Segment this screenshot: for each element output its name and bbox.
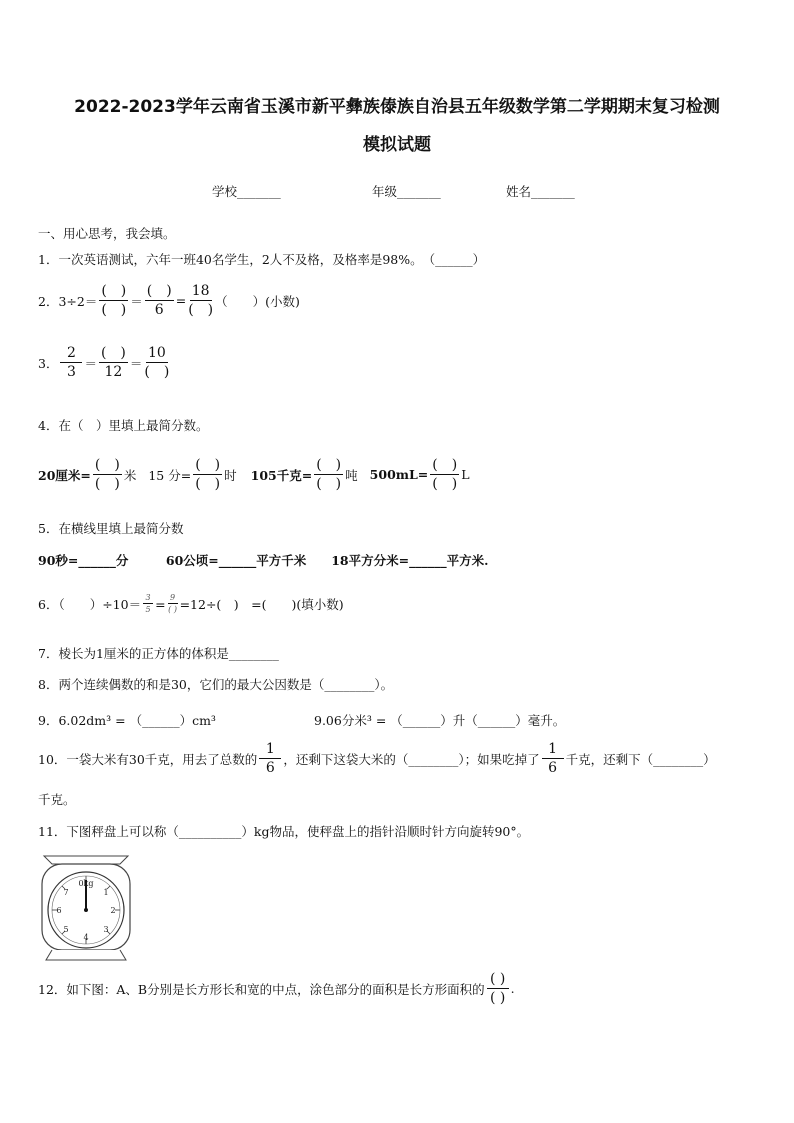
question-10-end: 千克。 — [38, 792, 76, 807]
q4-item4-label: 500mL= — [369, 467, 429, 482]
q3-equals-1: ＝ — [84, 355, 97, 371]
q3-f3-denominator[interactable]: ( ) — [144, 364, 170, 380]
scale-label-zero: 0kg — [78, 879, 94, 888]
q2-prefix: 2．3÷2＝ — [38, 293, 98, 309]
q2-fraction-1 — [99, 284, 128, 317]
question-12 — [38, 972, 515, 1005]
q6-equals: = — [155, 596, 166, 612]
page-subtitle: 模拟试题 — [363, 135, 431, 155]
section-heading: 一、用心思考，我会填。 — [38, 226, 176, 241]
q4-i2-numerator[interactable]: ( ) — [195, 457, 221, 473]
q4-i1-numerator[interactable]: ( ) — [94, 457, 120, 473]
question-4: 4．在（ ）里填上最简分数。 — [38, 418, 209, 433]
scale-label-1: 1 — [103, 888, 109, 897]
q4-item4-unit: L — [461, 467, 470, 482]
name-field[interactable]: 姓名_______ — [506, 184, 575, 199]
q3-prefix: 3． — [38, 355, 59, 371]
q4-i2-denominator[interactable]: ( ) — [195, 476, 221, 492]
q10-part3: 千克，还剩下（________） — [565, 751, 716, 767]
scale-label-2: 2 — [110, 906, 116, 915]
q4-item1-unit: 米 — [123, 467, 137, 483]
q4-item2-fraction — [193, 458, 222, 491]
q2-f1-numerator[interactable]: ( ) — [101, 283, 127, 299]
q3-f1-denominator: 3 — [66, 364, 76, 380]
q12-numerator[interactable]: ( ) — [487, 972, 509, 989]
q4-i4-numerator[interactable]: ( ) — [432, 457, 458, 473]
q2-f3-numerator: 18 — [190, 284, 212, 301]
question-5-line: 90秒=______分 60公顷=______平方千米 18平方分米=______平方米. — [38, 553, 489, 568]
q6-f2-numerator: 9 — [168, 594, 178, 604]
q10-f1-numerator: 1 — [259, 742, 281, 759]
scale-figure — [36, 852, 136, 964]
q12-text: 12．如下图：A、B分别是长方形长和宽的中点，涂色部分的面积是长方形面积的 — [38, 981, 485, 997]
page-title: 2022-2023学年云南省玉溪市新平彝族傣族自治县五年级数学第二学期期末复习检测 — [74, 97, 720, 117]
q10-part1: 10．一袋大米有30千克，用去了总数的 — [38, 751, 258, 767]
q3-fraction-1 — [60, 346, 82, 379]
question-1: 1．一次英语测试，六年一班40名学生，2人不及格，及格率是98%。 （______） — [38, 252, 486, 267]
q6-fraction-2 — [168, 594, 178, 614]
q3-f2-denominator: 12 — [104, 364, 123, 380]
question-3 — [38, 346, 171, 379]
q12-denominator[interactable]: ( ) — [489, 990, 506, 1006]
q3-f2-numerator[interactable]: ( ) — [100, 345, 126, 361]
q4-item3-unit: 吨 — [345, 467, 358, 483]
grade-field[interactable]: 年级_______ — [372, 184, 441, 199]
q2-fraction-2 — [145, 284, 174, 317]
q4-i4-denominator[interactable]: ( ) — [432, 476, 458, 492]
q3-fraction-3 — [144, 346, 169, 379]
question-4-items — [38, 458, 470, 491]
q10-f2-numerator: 1 — [542, 742, 564, 759]
question-7: 7．棱长为1厘米的正方体的体积是________ — [38, 646, 279, 661]
scale-label-3: 3 — [103, 925, 109, 934]
q4-item3-fraction — [314, 458, 343, 491]
q2-f1-denominator[interactable]: ( ) — [101, 302, 127, 318]
scale-label-6: 6 — [56, 906, 62, 915]
q3-equals-2: ＝ — [129, 355, 143, 371]
q2-f2-denominator: 6 — [154, 302, 164, 318]
question-2 — [38, 284, 300, 317]
q10-fraction-2 — [542, 742, 564, 775]
q12-fraction — [487, 972, 509, 1005]
q2-equals-1: ＝ — [130, 293, 143, 309]
q3-f3-numerator: 10 — [146, 346, 168, 363]
question-9-right: 9.06分米³ = （______）升（______）毫升。 — [314, 713, 566, 728]
q4-item1-fraction — [93, 458, 122, 491]
question-9-left: 9．6.02dm³ = （______）cm³ — [38, 713, 216, 728]
scale-label-4: 4 — [83, 933, 89, 942]
question-10 — [38, 742, 716, 775]
q12-end: . — [510, 981, 515, 996]
q6-fraction-1 — [143, 594, 153, 614]
q2-fraction-3 — [188, 284, 213, 317]
question-8: 8．两个连续偶数的和是30，它们的最大公因数是（________）。 — [38, 677, 394, 692]
q4-item2-label: 15 分= — [148, 467, 192, 483]
q4-item1-label: 20厘米= — [38, 467, 91, 483]
q3-f1-numerator: 2 — [60, 346, 82, 363]
q6-suffix: =12÷( ) =( )(填小数) — [179, 597, 344, 612]
q6-prefix: 6．（ ）÷10＝ — [38, 597, 142, 612]
scale-label-5: 5 — [63, 925, 69, 934]
q2-f3-denominator[interactable]: ( ) — [188, 302, 214, 318]
q6-f1-numerator: 3 — [143, 594, 153, 604]
question-11: 11．下图秤盘上可以称（__________）kg物品，使秤盘上的指针沿顺时针方向旋转90°。 — [38, 824, 530, 839]
q4-item2-unit: 时 — [224, 467, 237, 483]
q4-i3-numerator[interactable]: ( ) — [316, 457, 342, 473]
question-5: 5．在横线里填上最简分数 — [38, 521, 184, 536]
q2-suffix: （ ）(小数) — [215, 293, 300, 309]
q6-f2-denominator[interactable]: ( ) — [168, 605, 177, 614]
q4-item3-label: 105千克= — [250, 467, 313, 483]
q10-f2-denominator: 6 — [548, 760, 558, 776]
school-field[interactable]: 学校_______ — [212, 184, 281, 199]
scale-label-7: 7 — [63, 888, 69, 897]
q2-f2-numerator[interactable]: ( ) — [146, 283, 172, 299]
q3-fraction-2 — [99, 346, 128, 379]
q4-i1-denominator[interactable]: ( ) — [94, 476, 120, 492]
q6-f1-denominator: 5 — [145, 605, 151, 614]
question-6 — [38, 594, 344, 614]
q10-f1-denominator: 6 — [265, 760, 275, 776]
q10-part2: ，还剩下这袋大米的（________）；如果吃掉了 — [283, 751, 540, 767]
q4-item4-fraction — [430, 458, 459, 491]
q10-fraction-1 — [259, 742, 281, 775]
q4-i3-denominator[interactable]: ( ) — [316, 476, 342, 492]
q2-equals-2: = — [175, 293, 187, 308]
